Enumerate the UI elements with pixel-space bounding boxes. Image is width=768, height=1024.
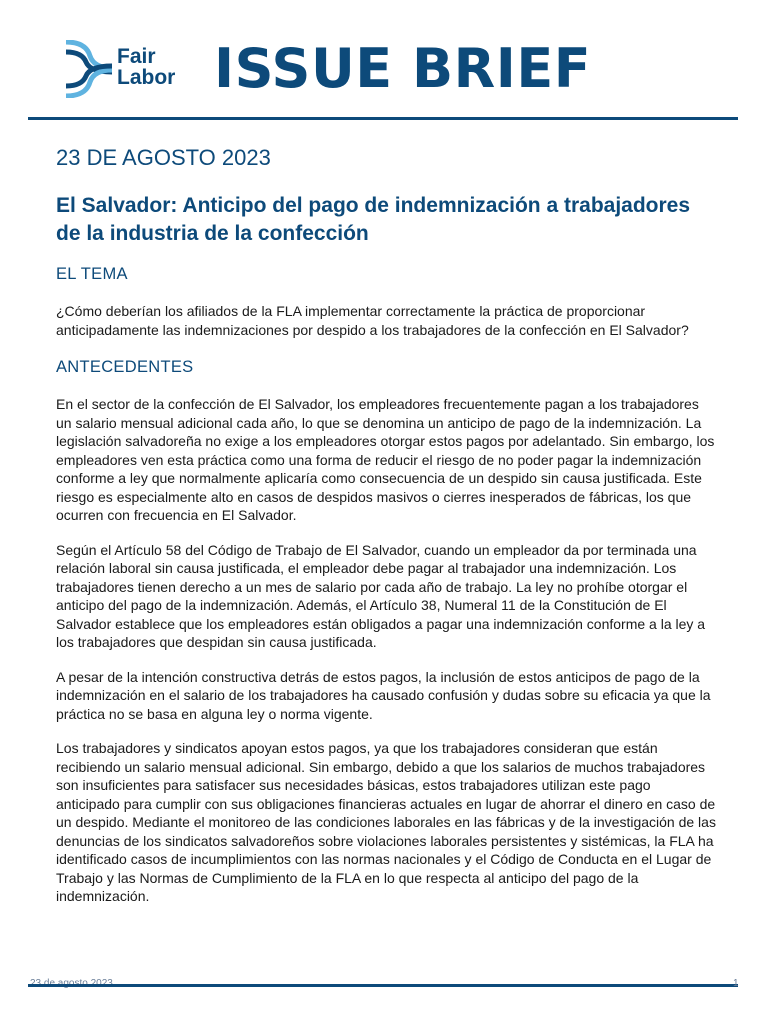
page-header bbox=[0, 0, 768, 120]
document-body bbox=[56, 142, 716, 922]
tema-paragraph: ¿Cómo deberían los afiliados de la FLA implementar correctamente la práctica de proporcionar anticipadamente las indemnizaciones por despido a los trabajadores de la confección en El Salvador? bbox=[56, 303, 689, 338]
antecedentes-paragraph-4: Los trabajadores y sindicatos apoyan estos pagos, ya que los trabajadores consideran que están recibiendo un salario mensual adicional. Sin embargo, debido a que los salarios de muchos trabajadores son insuficientes para satisfacer sus necesidades básicas, estos trabajadores utilizan este pago anticipado para cumplir con sus obligaciones financieras actuales en lugar de ahorrar el dinero en caso de un despido. Mediante el monitoreo de las condiciones laborales en las fábricas y de la investigación de las denuncias de los sindicatos salvadoreños sobre violaciones laborales persistentes y sistémicas, la FLA ha identificado casos de incumplimientos con las normas nacionales y el Código de Conducta en el Lugar de Trabajo y las Normas de Cumplimiento de la FLA en lo que respecta al anticipo del pago de la indemnización. bbox=[56, 740, 716, 904]
publication-date: 23 DE AGOSTO 2023 bbox=[56, 145, 271, 170]
section-heading-antecedentes: ANTECEDENTES bbox=[56, 358, 194, 376]
antecedentes-paragraph-1: En el sector de la confección de El Salvador, los empleadores frecuentemente pagan a los trabajadores un salario mensual adicional cada año, lo que se denomina un anticipo de pago de la indemnización. La legislación salvadoreña no exige a los empleadores otorgar estos pagos por adelantado. Sin embargo, los empleadores ven esta práctica como una forma de reducir el riesgo de no poder pagar la indemnización conforme a ley que normalmente aplicaría como consecuencia de un despido sin causa justificada. Este riesgo es especialmente alto en casos de despidos masivos o cierres inesperados de fábricas, los que ocurren con frecuencia en El Salvador. bbox=[56, 396, 715, 523]
header-divider bbox=[28, 117, 738, 120]
fair-labor-logo bbox=[64, 40, 194, 98]
antecedentes-paragraph-2: Según el Artículo 58 del Código de Trabajo de El Salvador, cuando un empleador da por terminada una relación laboral sin causa justificada, el empleador debe pagar al trabajador una indemnización. Los trabajadores tienen derecho a un mes de salario por cada año de trabajo. La ley no prohíbe otorgar el anticipo del pago de la indemnización. Además, el Artículo 38, Numeral 11 de la Constitución de El Salvador establece que los empleadores están obligados a pagar una indemnización conforme a la ley a los trabajadores que despidan sin causa justificada. bbox=[56, 541, 706, 650]
page-number: 1 bbox=[733, 978, 739, 989]
document-headline: El Salvador: Anticipo del pago de indemnización a trabajadores de la industria de la confección bbox=[56, 194, 691, 245]
section-heading-tema: EL TEMA bbox=[56, 265, 128, 283]
footer-divider bbox=[28, 984, 738, 987]
logo-wordmark bbox=[117, 46, 175, 88]
logo-line-fair: Fair bbox=[117, 45, 156, 68]
fair-labor-logo-icon bbox=[64, 40, 114, 98]
antecedentes-paragraph-3: A pesar de la intención constructiva detrás de estos pagos, la inclusión de estos anticipos de pago de la indemnización en el salario de los trabajadores ha causado confusión y dudas sobre su eficacia ya que la práctica no se basa en alguna ley o norma vigente. bbox=[56, 668, 711, 722]
document-type-title: ISSUE BRIEF bbox=[214, 37, 592, 100]
logo-line-labor: Labor bbox=[117, 66, 176, 89]
